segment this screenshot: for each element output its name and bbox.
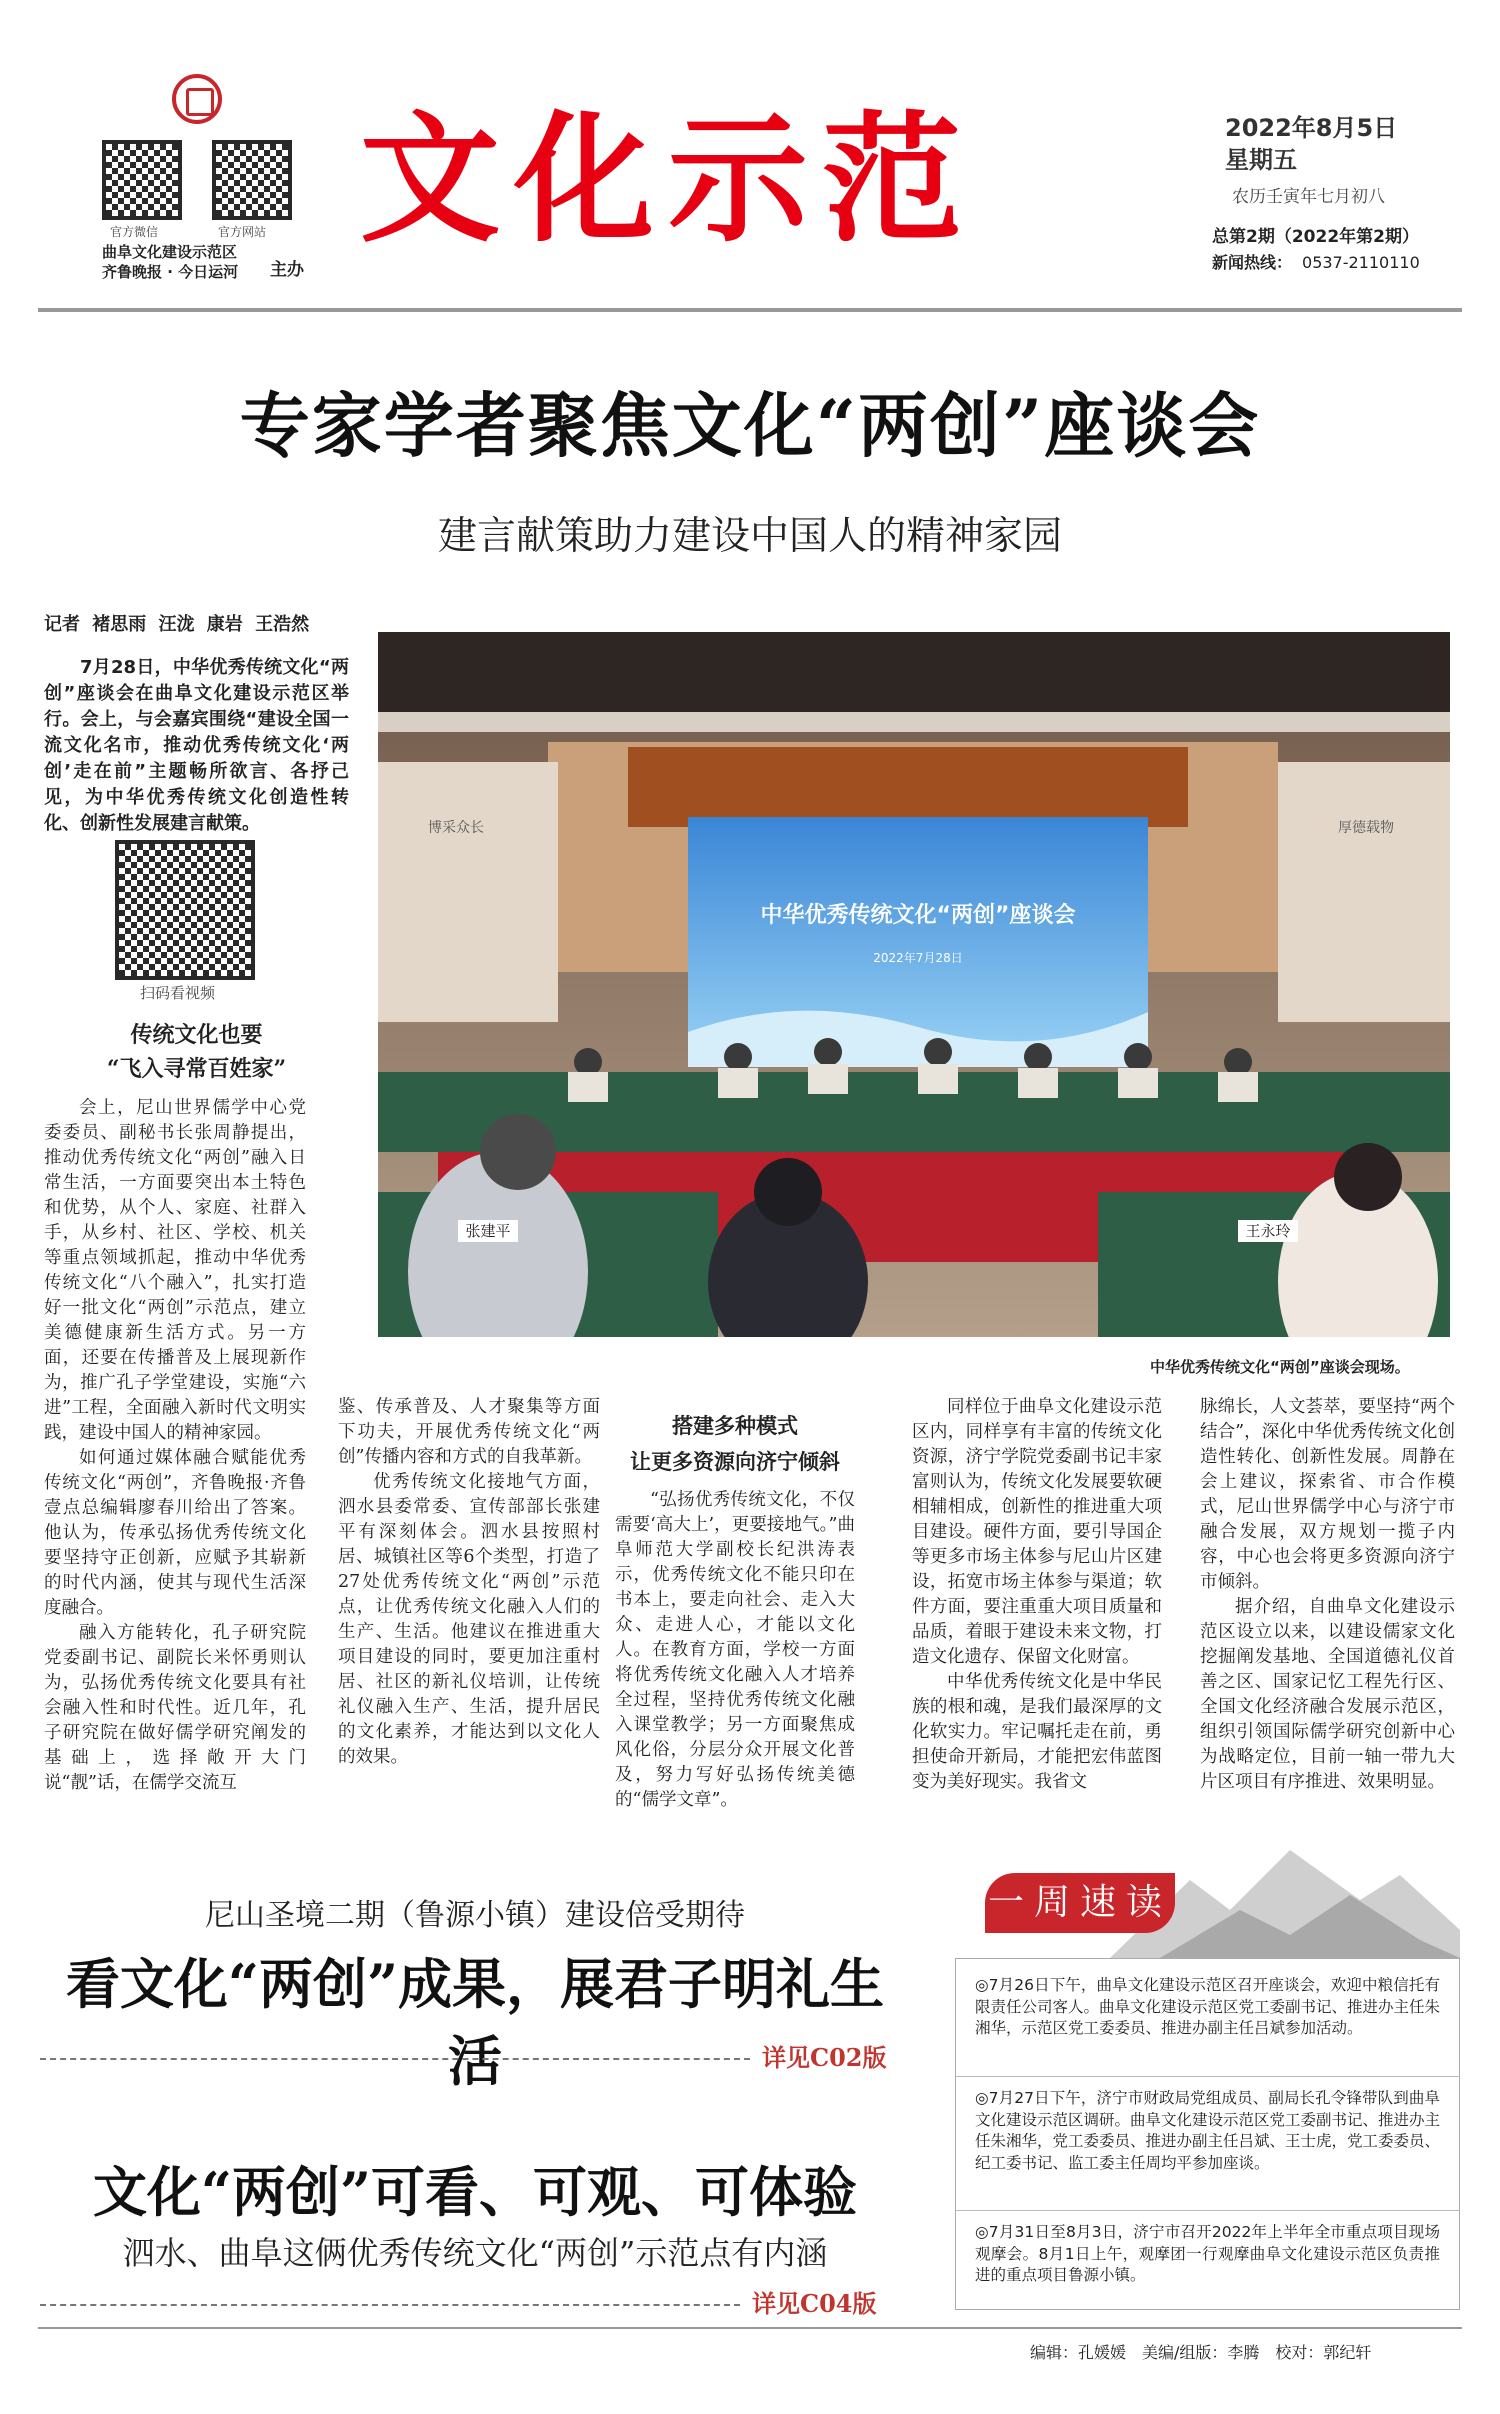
article-column-3: [615, 1488, 855, 1813]
wechat-qr-code: [102, 140, 182, 220]
host-2: 齐鲁晚报 · 今日运河: [102, 263, 239, 281]
lead-headline: 专家学者聚焦文化“两创”座谈会: [239, 384, 1261, 467]
teaser2-title[interactable]: 文化“两创”可看、可观、可体验: [92, 2160, 858, 2224]
teaser1-page-ref[interactable]: 详见C02版: [762, 2043, 887, 2072]
paragraph: 据介绍，自曲阜文化建设示范区设立以来，以建设儒家文化挖掘阐发基地、全国道德礼仪首善之区、国家记忆工程先行区、全国文化经济融合发展示范区，组织引领国际儒学研究创新中心为战略定位，目前一轴一带九大片区项目有序推进、效果明显。: [1200, 1597, 1455, 1792]
editorial-credits: 编辑：孔媛媛 美编/组版：李腾 校对：郭纪轩: [1030, 2343, 1372, 2362]
section1-title-line1: 传统文化也要: [130, 1022, 263, 1048]
screen-date: 2022年7月28日: [873, 951, 963, 965]
weekly-item: ◎7月26日下午，曲阜文化建设示范区召开座谈会，欢迎中粮信托有限责任公司客人。曲阜文化建设示范区党工委副书记、推进办主任朱湘华，示范区党工委委员、推进办副主任吕斌参加活动。: [975, 1976, 1441, 2037]
hotline-label: 新闻热线：: [1212, 253, 1293, 272]
issue-date: 2022年8月5日: [1225, 114, 1398, 142]
paragraph: 优秀传统文化接地气方面，泗水县委常委、宣传部部长张建平有深刻体会。泗水县按照村居、城镇社区等6个类型，打造了27处优秀传统文化“两创”示范点，让优秀传统文化融入人们的生产、生活。他建议在推进重大项目建设的同时，要更加注重村居、社区的新礼仪培训，让传统礼仪融入生产、生活，提升居民的文化素养，才能达到以文化人的效果。: [338, 1472, 600, 1767]
article-column-2: [338, 1395, 600, 1770]
masthead-divider: [38, 308, 1462, 312]
lunar-date: 农历壬寅年七月初八: [1232, 187, 1385, 207]
nameplate-wang: 王永玲: [1245, 1222, 1291, 1240]
video-qr-caption: 扫码看视频: [140, 984, 216, 1002]
wall-sign-left: 博采众长: [428, 820, 484, 836]
teaser2-divider: [40, 2304, 740, 2306]
section2-title-line2: 让更多资源向济宁倾斜: [630, 1449, 840, 1474]
paragraph: 会上，尼山世界儒学中心党委委员、副秘书长张周静提出，推动优秀传统文化“两创”融入日常生活，一方面要突出本土特色和优势，从个人、家庭、社群入手，从乡村、社区、学校、机关等重点领域抓起，推动中华优秀传统文化“八个融入”，扎实打造好一批文化“两创”示范点，建立美德健康新生活方式。另一方面，还要在传播普及上展现新作为，推广孔子学堂建设，实施“六进”工程，全面融入新时代文明实践，建设中国人的精神家园。: [44, 1098, 306, 1443]
teaser1-divider: [40, 2058, 750, 2060]
footer-divider: [38, 2327, 1462, 2329]
paragraph: 脉绵长，人文荟萃，要坚持“两个结合”，深化中华优秀传统文化创造性转化、创新性发展。周静在会上建议，探索省、市合作模式，尼山世界儒学中心与济宁市融合发展，双方规划一揽子内容，中心也会将更多资源向济宁市倾斜。: [1200, 1397, 1455, 1592]
teaser1-title[interactable]: 看文化“两创”成果，展君子明礼生活: [65, 1952, 885, 2093]
issue-date-block: [1225, 112, 1397, 176]
weekly-item: ◎7月31日至8月3日，济宁市召开2022年上半年全市重点项目现场观摩会。8月1日上午，观摩团一行观摩曲阜文化建设示范区负责推进的重点项目鲁源小镇。: [975, 2223, 1440, 2284]
qr-label-website-text: 官方网站: [218, 225, 267, 239]
teaser2-page-ref[interactable]: 详见C04版: [752, 2289, 877, 2318]
weekly-brief-title: 一周速读: [985, 1873, 1175, 1933]
emblem-logo: [172, 74, 222, 124]
weekly-divider: [955, 2210, 1460, 2211]
screen-title: 中华优秀传统文化“两创”座谈会: [760, 903, 1076, 928]
photo-caption: 中华优秀传统文化“两创”座谈会现场。: [1150, 1358, 1410, 1376]
teaser2-subtitle: 泗水、曲阜这俩优秀传统文化“两创”示范点有内涵: [122, 2234, 828, 2272]
website-qr-code: [212, 140, 292, 220]
paragraph: 融入方能转化，孔子研究院党委副书记、副院长米怀勇则认为，弘扬优秀传统文化要具有社会融入性和时代性。近几年，孔子研究院在做好儒学研究阐发的基础上，选择敞开大门说“靓”话，在儒学交流互: [44, 1623, 306, 1793]
article-column-1: [44, 1096, 306, 1796]
lede: [44, 655, 349, 837]
teaser1-kicker: 尼山圣境二期（鲁源小镇）建设倍受期待: [205, 1898, 745, 1933]
nameplate-zhang: 张建平: [465, 1222, 511, 1240]
paragraph: 中华优秀传统文化是中华民族的根和魂，是我们最深厚的文化软实力。牢记嘱托走在前，勇担使命开新局，才能把宏伟蓝图变为美好现实。我省文: [912, 1672, 1162, 1792]
byline: 记者 褚思雨 汪泷 康岩 王浩然: [44, 614, 310, 635]
article-column-4: [912, 1395, 1162, 1795]
paragraph: 如何通过媒体融合赋能优秀传统文化“两创”，齐鲁晚报·齐鲁壹点总编辑廖春川给出了答案。他认为，传承弘扬优秀传统文化要坚持守正创新，应赋予其崭新的时代内涵，使其与现代生活深度融合。: [44, 1448, 306, 1618]
section2-title-line1: 搭建多种模式: [672, 1413, 798, 1438]
issue-weekday: 星期五: [1225, 146, 1297, 174]
video-qr-code[interactable]: [115, 840, 255, 980]
article-column-5: [1200, 1395, 1455, 1795]
weekly-divider: [955, 2076, 1460, 2077]
host-tag: 主办: [270, 260, 304, 280]
forum-photo-svg: [378, 632, 1450, 1337]
wall-sign-right: 厚德载物: [1338, 820, 1394, 836]
hotline-number: 0537-2110110: [1302, 253, 1420, 272]
qr-label-wechat-text: 官方微信: [110, 225, 159, 239]
paragraph: 同样位于曲阜文化建设示范区内，同样享有丰富的传统文化资源，济宁学院党委副书记丰家富则认为，传统文化发展要软硬相辅相成，创新性的推进重大项目建设。硬件方面，要引导国企等更多市场主体参与尼山片区建设，拓宽市场主体参与渠道；软件方面，要注重重大项目质量和品质，着眼于建设未来文物，打造文化遗存、保留文化财富。: [912, 1397, 1162, 1667]
news-hotline: [1212, 250, 1420, 273]
paragraph: 鉴、传承普及、人才聚集等方面下功夫，开展优秀传统文化“两创”传播内容和方式的自我革新。: [338, 1397, 600, 1467]
issue-number: 总第2期（2022年第2期）: [1212, 227, 1419, 247]
paragraph: “弘扬优秀传统文化，不仅需要‘高大上’，更要接地气。”曲阜师范大学副校长纪洪涛表示，优秀传统文化不能只印在书本上，要走向社会、走入大众、走进人心，才能以文化人。在教育方面，学校一方面将优秀传统文化融入人才培养全过程，坚持优秀传统文化融入课堂教学；另一方面聚焦成风化俗，分层分众开展文化普及，努力写好弘扬传统美德的“儒学文章”。: [615, 1490, 855, 1810]
lead-subhead: 建言献策助力建设中国人的精神家园: [437, 514, 1062, 559]
hosts-list: [102, 242, 238, 282]
host-1: 曲阜文化建设示范区: [102, 243, 238, 261]
weekly-item: ◎7月27日下午，济宁市财政局党组成员、副局长孔令锋带队到曲阜文化建设示范区调研。曲阜文化建设示范区党工委副书记、推进办主任朱湘华，党工委委员、推进办副主任吕斌、王士虎，党工委委员、纪工委书记、监工委主任周均平参加座谈。: [975, 2089, 1441, 2172]
section1-title-line2: “飞入寻常百姓家”: [106, 1056, 287, 1082]
nameplate: 文化示范: [360, 98, 977, 262]
lede-text: 7月28日，中华优秀传统文化“两创”座谈会在曲阜文化建设示范区举行。会上，与会嘉宾围绕“建设全国一流文化名市，推动优秀传统文化‘两创’走在前”主题畅所欲言、各抒己见，为中华优秀传统文化创造性转化、创新性发展建言献策。: [44, 657, 349, 834]
forum-photo: [378, 632, 1450, 1337]
